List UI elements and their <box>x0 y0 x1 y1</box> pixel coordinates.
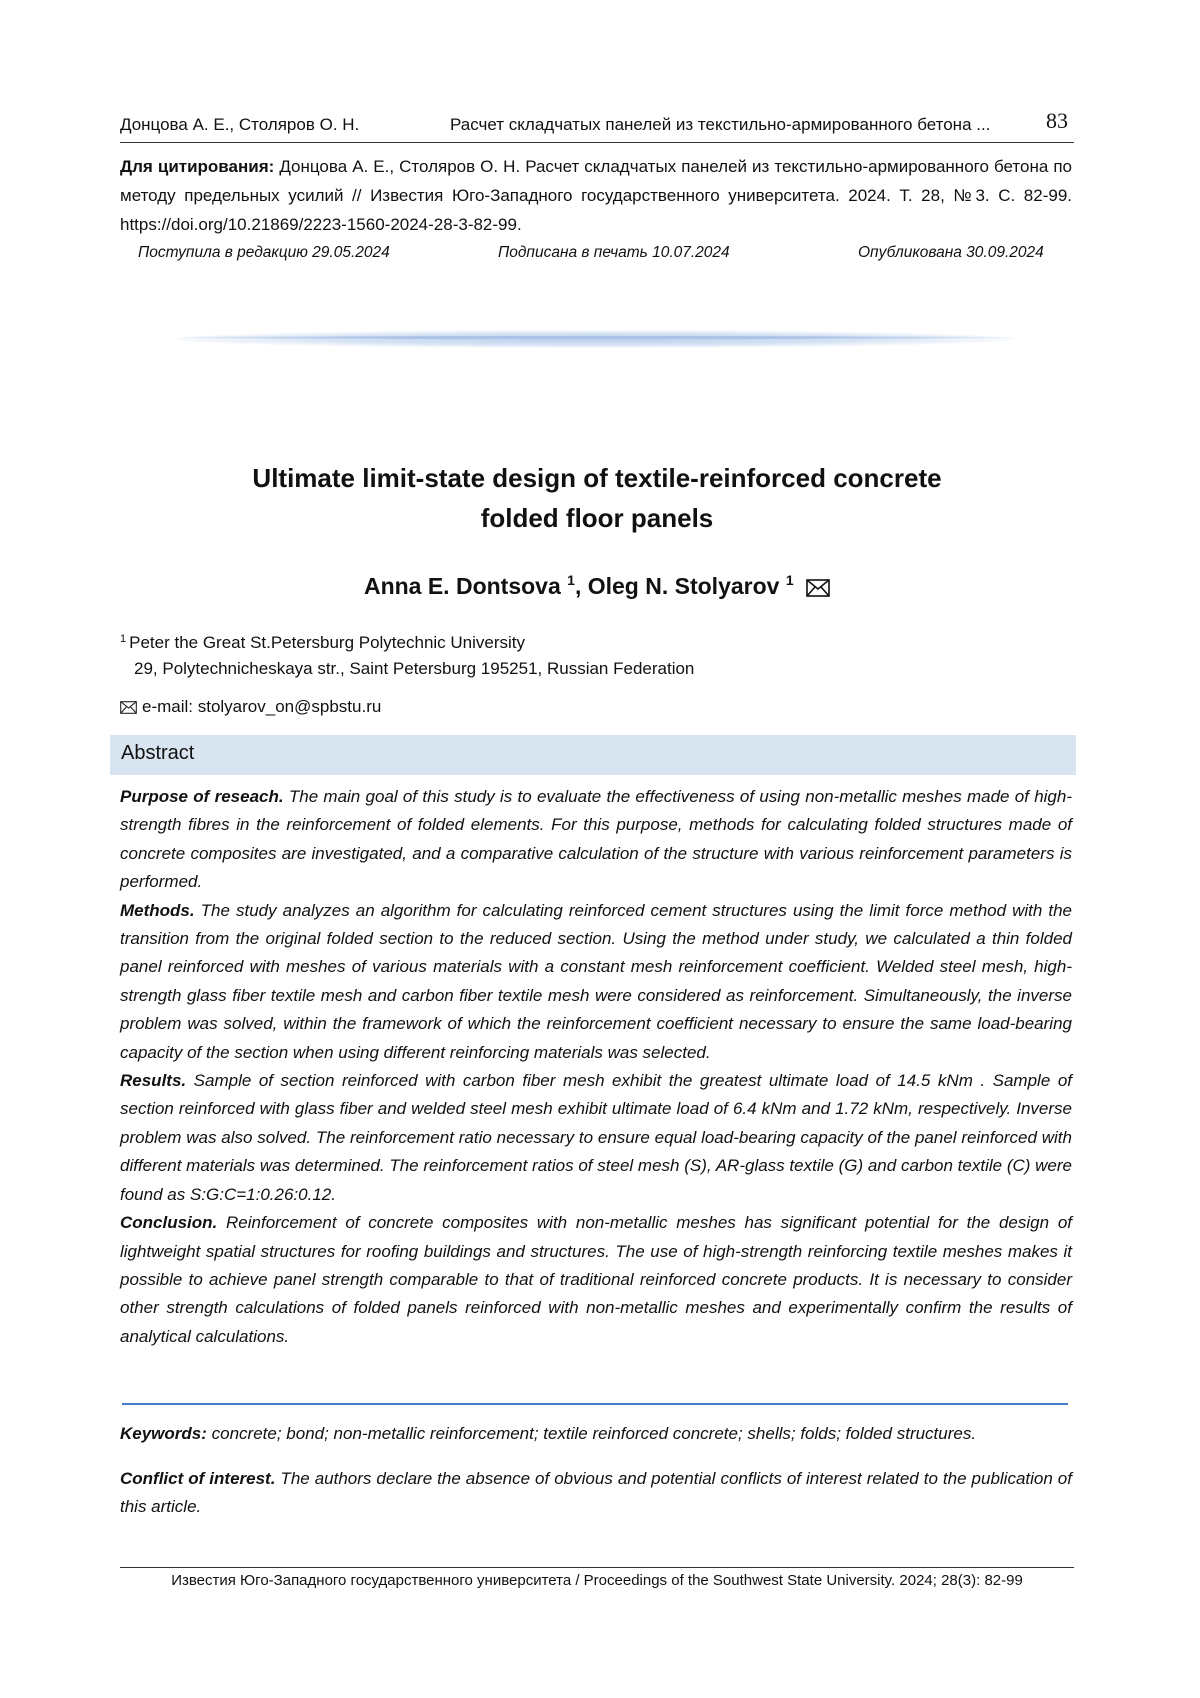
author-name: Oleg N. Stolyarov <box>587 573 780 599</box>
decorative-swoosh-line <box>178 336 1012 339</box>
decorative-swoosh <box>175 330 1015 348</box>
affiliation-institution: Peter the Great St.Petersburg Polytechnic University <box>129 633 526 652</box>
abstract-purpose-text: The main goal of this study is to evaluate the effectiveness of using non-metallic meshes made of high-strength fibres in the reinforcement of folded elements. For this purpose, methods for calculating folded structures made of concrete composites are investigated, and a comparative calculation of the structure with various reinforcement parameters is performed. <box>120 787 1072 892</box>
footer-rule <box>120 1567 1074 1568</box>
citation-text: Донцова А. Е., Столяров О. Н. Расчет складчатых панелей из текстильно-армированного бетона по методу предельных усилий // Известия Юго-Западного государственного университета. 2024. Т. 28, №3. С. 82-99. https://doi.org/10.21869/2223-1560-2024-28-3-82-99. <box>120 157 1072 234</box>
abstract-heading-bar <box>110 735 1076 775</box>
date-received: Поступила в редакцию 29.05.2024 <box>138 244 390 261</box>
abstract-purpose <box>120 783 1072 897</box>
affiliation-address: 29, Polytechnicheskaya str., Saint Petersburg 195251, Russian Federation <box>134 659 695 678</box>
date-published: Опубликована 30.09.2024 <box>858 244 1044 261</box>
paper-title-line2: folded floor panels <box>480 503 714 533</box>
conflict-of-interest <box>120 1465 1072 1522</box>
conflict-label: Conflict of interest. <box>120 1469 276 1488</box>
abstract-results-text: Sample of section reinforced with carbon fiber mesh exhibit the greatest ultimate load of 14.5 kNm . Sample of section reinforced with glass fiber and welded steel mesh exhibit ultimate load of 6.4 kNm and 1.72 kNm, respectively. Inverse problem was also solved. The reinforcement ratio necessary to ensure equal load-bearing capacity of the panel reinforced with different materials was determined. The reinforcement ratios of steel mesh (S), AR-glass textile (G) and carbon textile (C) were found as S:G:C=1:0.26:0.12. <box>120 1071 1072 1204</box>
affiliation-mark: 1 <box>120 633 127 645</box>
affiliation-line1 <box>120 633 525 653</box>
envelope-icon <box>806 576 830 603</box>
running-header-title: Расчет складчатых панелей из текстильно-армированного бетона ... <box>450 115 991 134</box>
keywords <box>120 1424 1072 1444</box>
envelope-icon <box>120 699 137 719</box>
keywords-label: Keywords: <box>120 1424 207 1443</box>
author-separator: , <box>574 573 588 599</box>
author-affiliation-mark: 1 <box>567 572 575 588</box>
header-rule <box>120 142 1074 143</box>
contact-email <box>120 697 381 719</box>
abstract-methods-text: The study analyzes an algorithm for calculating reinforced cement structures using the limit force method with the transition from the original folded section to the reduced section. Using the method under study, we calculated a thin folded panel reinforced with meshes of various materials with a constant mesh reinforcement coefficient. Welded steel mesh, high-strength glass fiber textile mesh and carbon fiber textile mesh were considered as reinforcement. Simultaneously, the inverse problem was solved, within the framework of which the reinforcement coefficient necessary to ensure the same load-bearing capacity of the section when using different reinforcing materials was selected. <box>120 900 1072 1062</box>
author-affiliation-mark: 1 <box>785 572 794 588</box>
abstract-conclusion-label: Conclusion. <box>120 1213 218 1233</box>
abstract-methods <box>120 897 1072 1067</box>
abstract-purpose-label: Purpose of reseach. <box>120 787 284 806</box>
keywords-text: concrete; bond; non-metallic reinforcement; textile reinforced concrete; shells; folds; folded structures. <box>206 1424 977 1443</box>
paper-title-line1: Ultimate limit-state design of textile-reinforced concrete <box>252 463 942 493</box>
abstract-conclusion-text: Reinforcement of concrete composites with non-metallic meshes has significant potential for the design of lightweight spatial structures for roofing buildings and structures. The use of high-strength reinforcing textile meshes makes it possible to achieve panel strength comparable to that of traditional reinforced concrete products. It is necessary to consider other strength calculations of folded panels reinforced with non-metallic meshes and experimentally confirm the results of analytical calculations. <box>120 1213 1072 1346</box>
author-name: Anna E. Dontsova <box>363 573 561 599</box>
journal-footer: Известия Юго-Западного государственного университета / Proceedings of the Southwest State University. 2024; 28(3): 82-99 <box>171 1572 1023 1589</box>
abstract-conclusion <box>120 1209 1072 1351</box>
citation <box>120 152 1072 239</box>
citation-label: Для цитирования: <box>120 157 275 176</box>
author-list <box>120 572 1074 603</box>
abstract-heading: Abstract <box>121 742 195 764</box>
abstract-body <box>120 783 1072 1351</box>
running-header-authors: Донцова А. Е., Столяров О. Н. <box>120 115 360 134</box>
abstract-methods-label: Methods. <box>120 900 195 920</box>
paper-title <box>120 458 1074 538</box>
abstract-divider <box>122 1403 1068 1405</box>
abstract-results <box>120 1067 1072 1209</box>
abstract-results-label: Results. <box>120 1071 187 1091</box>
conflict-text: The authors declare the absence of obvious and potential conflicts of interest related to the publication of this article. <box>120 1469 1072 1517</box>
email-text: e-mail: stolyarov_on@spbstu.ru <box>142 697 382 716</box>
date-signed: Подписана в печать 10.07.2024 <box>498 244 730 261</box>
page-number: 83 <box>1046 108 1068 133</box>
